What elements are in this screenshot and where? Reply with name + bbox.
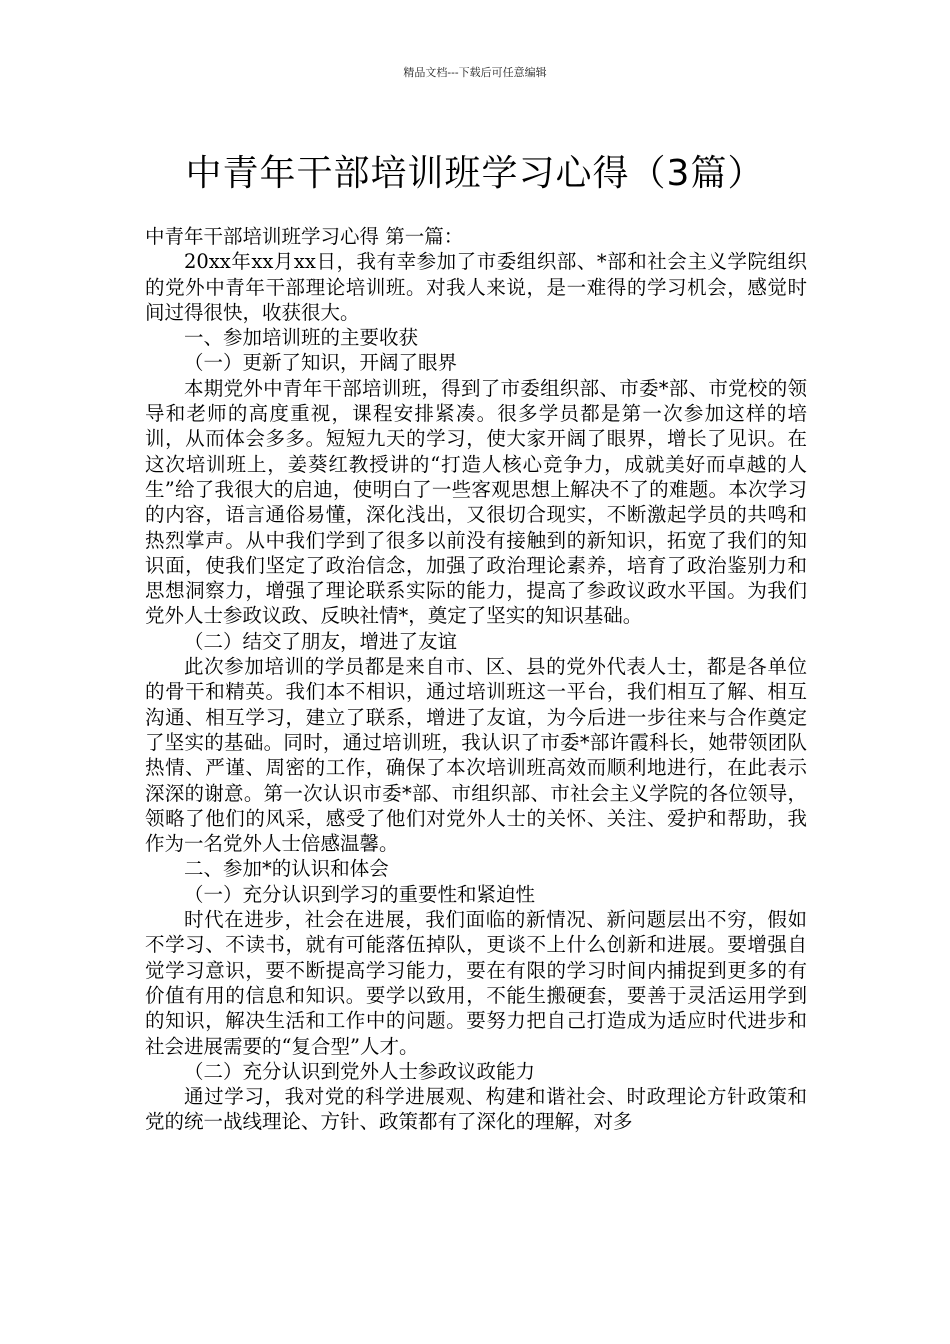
- body-paragraph: 一、参加培训班的主要收获: [184, 326, 419, 350]
- body-paragraph: （一）充分认识到学习的重要性和紧迫性: [184, 882, 536, 906]
- body-paragraph: 本期党外中青年干部培训班，得到了市委组织部、市委*部、市党校的领导和老师的高度重视，课程安排紧凑。很多学员都是第一次参加这样的培训，从而体会多多。短短九天的学习，使大家开阔了眼界，增长了见识。在这次培训班上，姜葵红教授讲的“打造人核心竞争力，成就美好而卓越的人生”给了我很大的启迪，使明白了一些客观思想上解决不了的难题。本次学习的内容，语言通俗易懂，深化浅出，又很切合现实，不断激起学员的共鸣和热烈掌声。从中我们学到了很多以前没有接触到的新知识，拓宽了我们的知识面，使我们坚定了政治信念，加强了政治理论素养，培育了政治鉴别力和思想洞察力，增强了理论联系实际的能力，提高了参政议政水平国。为我们党外人士参政议政、反映社情*，奠定了坚实的知识基础。: [145, 376, 807, 628]
- body-paragraph: 此次参加培训的学员都是来自市、区、县的党外代表人士，都是各单位的骨干和精英。我们本不相识，通过培训班这一平台，我们相互了解、相互沟通、相互学习，建立了联系，增进了友谊，为今后进一步往来与合作奠定了坚实的基础。同时，通过培训班，我认识了市委*部许霞科长，她带领团队热情、严谨、周密的工作，确保了本次培训班高效而顺利地进行，在此表示深深的谢意。第一次认识市委*部、市组织部、市社会主义学院的各位领导，领略了他们的风采，感受了他们对党外人士的关怀、关注、爱护和帮助，我作为一名党外人士倍感温馨。: [145, 655, 807, 856]
- body-paragraph: （二）结交了朋友，增进了友谊: [184, 629, 458, 653]
- body-paragraph: 二、参加*的认识和体会: [184, 857, 389, 881]
- header-note: 精品文档---下载后可任意编辑: [403, 66, 547, 79]
- body-paragraph: （二）充分认识到党外人士参政议政能力: [184, 1059, 536, 1083]
- page-title: 中青年干部培训班学习心得（3篇）: [185, 153, 765, 195]
- document-body: [145, 224, 807, 1135]
- body-paragraph: 时代在进步，社会在进展，我们面临的新情况、新问题层出不穷，假如不学习、不读书，就有可能落伍掉队，更谈不上什么创新和进展。要增强自觉学习意识，要不断提高学习能力，要在有限的学习时间内捕捉到更多的有价值有用的信息和知识。要学以致用，不能生搬硬套，要善于灵活运用学到的知识，解决生活和工作中的问题。要努力把自己打造成为适应时代进步和社会进展需要的“复合型”人才。: [145, 908, 807, 1058]
- body-paragraph: 20xx年xx月xx日，我有幸参加了市委组织部、*部和社会主义学院组织的党外中青年干部理论培训班。对我人来说，是一难得的学习机会，感觉时间过得很快，收获很大。: [145, 250, 807, 324]
- body-paragraph: 中青年干部培训班学习心得 第一篇：: [145, 225, 464, 248]
- body-paragraph: 通过学习，我对党的科学进展观、构建和谐社会、时政理论方针政策和党的统一战线理论、方针、政策都有了深化的理解，对多: [145, 1085, 807, 1134]
- body-paragraph: （一）更新了知识，开阔了眼界: [184, 351, 458, 375]
